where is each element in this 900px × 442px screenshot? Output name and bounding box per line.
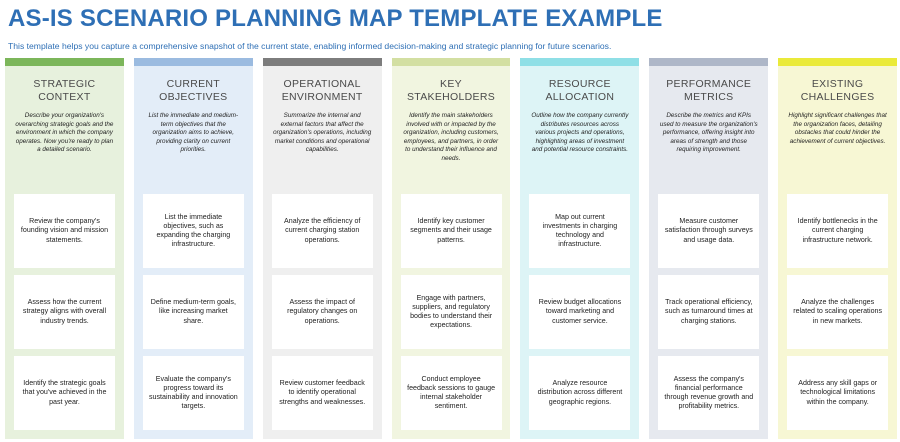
item-card: Assess how the current strategy aligns with overall industry trends. xyxy=(14,275,115,349)
item-card: Analyze resource distribution across different geographic regions. xyxy=(529,356,630,430)
item-card: Map out current investments in charging technology and infrastructure. xyxy=(529,194,630,268)
item-card: Analyze the challenges related to scaling operations in new markets. xyxy=(787,275,888,349)
item-card: Identify bottlenecks in the current charging infrastructure network. xyxy=(787,194,888,268)
item-card: Review budget allocations toward marketing and customer service. xyxy=(529,275,630,349)
item-card: Address any skill gaps or technological limitations within the company. xyxy=(787,356,888,430)
column-key-stakeholders xyxy=(392,58,511,439)
item-card: Identify the strategic goals that you've achieved in the past year. xyxy=(14,356,115,430)
column-title: CURRENT OBJECTIVES xyxy=(159,78,228,103)
column-description: Summarize the internal and external factors that affect the organization's operations, including market conditions and operational capabilities. xyxy=(273,112,372,154)
column-title: KEY STAKEHOLDERS xyxy=(407,78,496,103)
item-card: Review the company's founding vision and mission statements. xyxy=(14,194,115,268)
column-strategic-context xyxy=(5,58,124,439)
column-performance-metrics xyxy=(649,58,768,439)
item-card: Track operational efficiency, such as turnaround times at charging stations. xyxy=(658,275,759,349)
item-card: Review customer feedback to identify operational strengths and weaknesses. xyxy=(272,356,373,430)
page-subtitle: This template helps you capture a comprehensive snapshot of the current state, enabling informed decision-making and strategic planning for future scenarios. xyxy=(8,41,612,51)
column-description: Describe your organization's overarching strategic goals and the environment in which the company operates. Now you're ready to plan a detailed scenario. xyxy=(15,112,114,154)
column-resource-allocation xyxy=(520,58,639,439)
page-title: AS-IS SCENARIO PLANNING MAP TEMPLATE EXAMPLE xyxy=(8,5,663,32)
column-operational-environment xyxy=(263,58,382,439)
column-description: Identify the main stakeholders involved with or impacted by the organization, including customers, employees, and partners, in order to understand their influence and needs. xyxy=(403,112,499,162)
column-description: Outline how the company currently distributes resources across various projects and operations, highlighting areas of investment and potential resource constraints. xyxy=(531,112,629,154)
item-card: Assess the company's financial performance through revenue growth and profitability metrics. xyxy=(658,356,759,430)
column-title: STRATEGIC CONTEXT xyxy=(33,78,96,103)
item-card: Conduct employee feedback sessions to gauge internal stakeholder sentiment. xyxy=(401,356,502,430)
item-card: Define medium-term goals, like increasing market share. xyxy=(143,275,244,349)
column-current-objectives xyxy=(134,58,253,439)
column-title: OPERATIONAL ENVIRONMENT xyxy=(281,78,363,103)
item-card: Identify key customer segments and their usage patterns. xyxy=(401,194,502,268)
item-card: Measure customer satisfaction through surveys and usage data. xyxy=(658,194,759,268)
column-existing-challenges xyxy=(778,58,897,439)
column-description: Highlight significant challenges that the organization faces, detailing obstacles that could hinder the achievement of current objectives. xyxy=(788,112,887,145)
item-card: Assess the impact of regulatory changes on operations. xyxy=(272,275,373,349)
item-card: Engage with partners, suppliers, and regulatory bodies to understand their expectations. xyxy=(401,275,502,349)
item-card: List the immediate objectives, such as expanding the charging infrastructure. xyxy=(143,194,244,268)
column-title: EXISTING CHALLENGES xyxy=(800,78,875,103)
item-card: Evaluate the company's progress toward its sustainability and innovation targets. xyxy=(143,356,244,430)
column-description: List the immediate and medium-term objectives that the organization aims to achieve, providing clarity on current priorities. xyxy=(148,112,239,154)
column-title: PERFORMANCE METRICS xyxy=(666,78,752,103)
column-title: RESOURCE ALLOCATION xyxy=(545,78,615,103)
column-description: Describe the metrics and KPIs used to measure the organization's performance, offering insight into areas of strength and those requiring improvement. xyxy=(659,112,758,154)
item-card: Analyze the efficiency of current charging station operations. xyxy=(272,194,373,268)
scenario-map xyxy=(5,58,897,439)
